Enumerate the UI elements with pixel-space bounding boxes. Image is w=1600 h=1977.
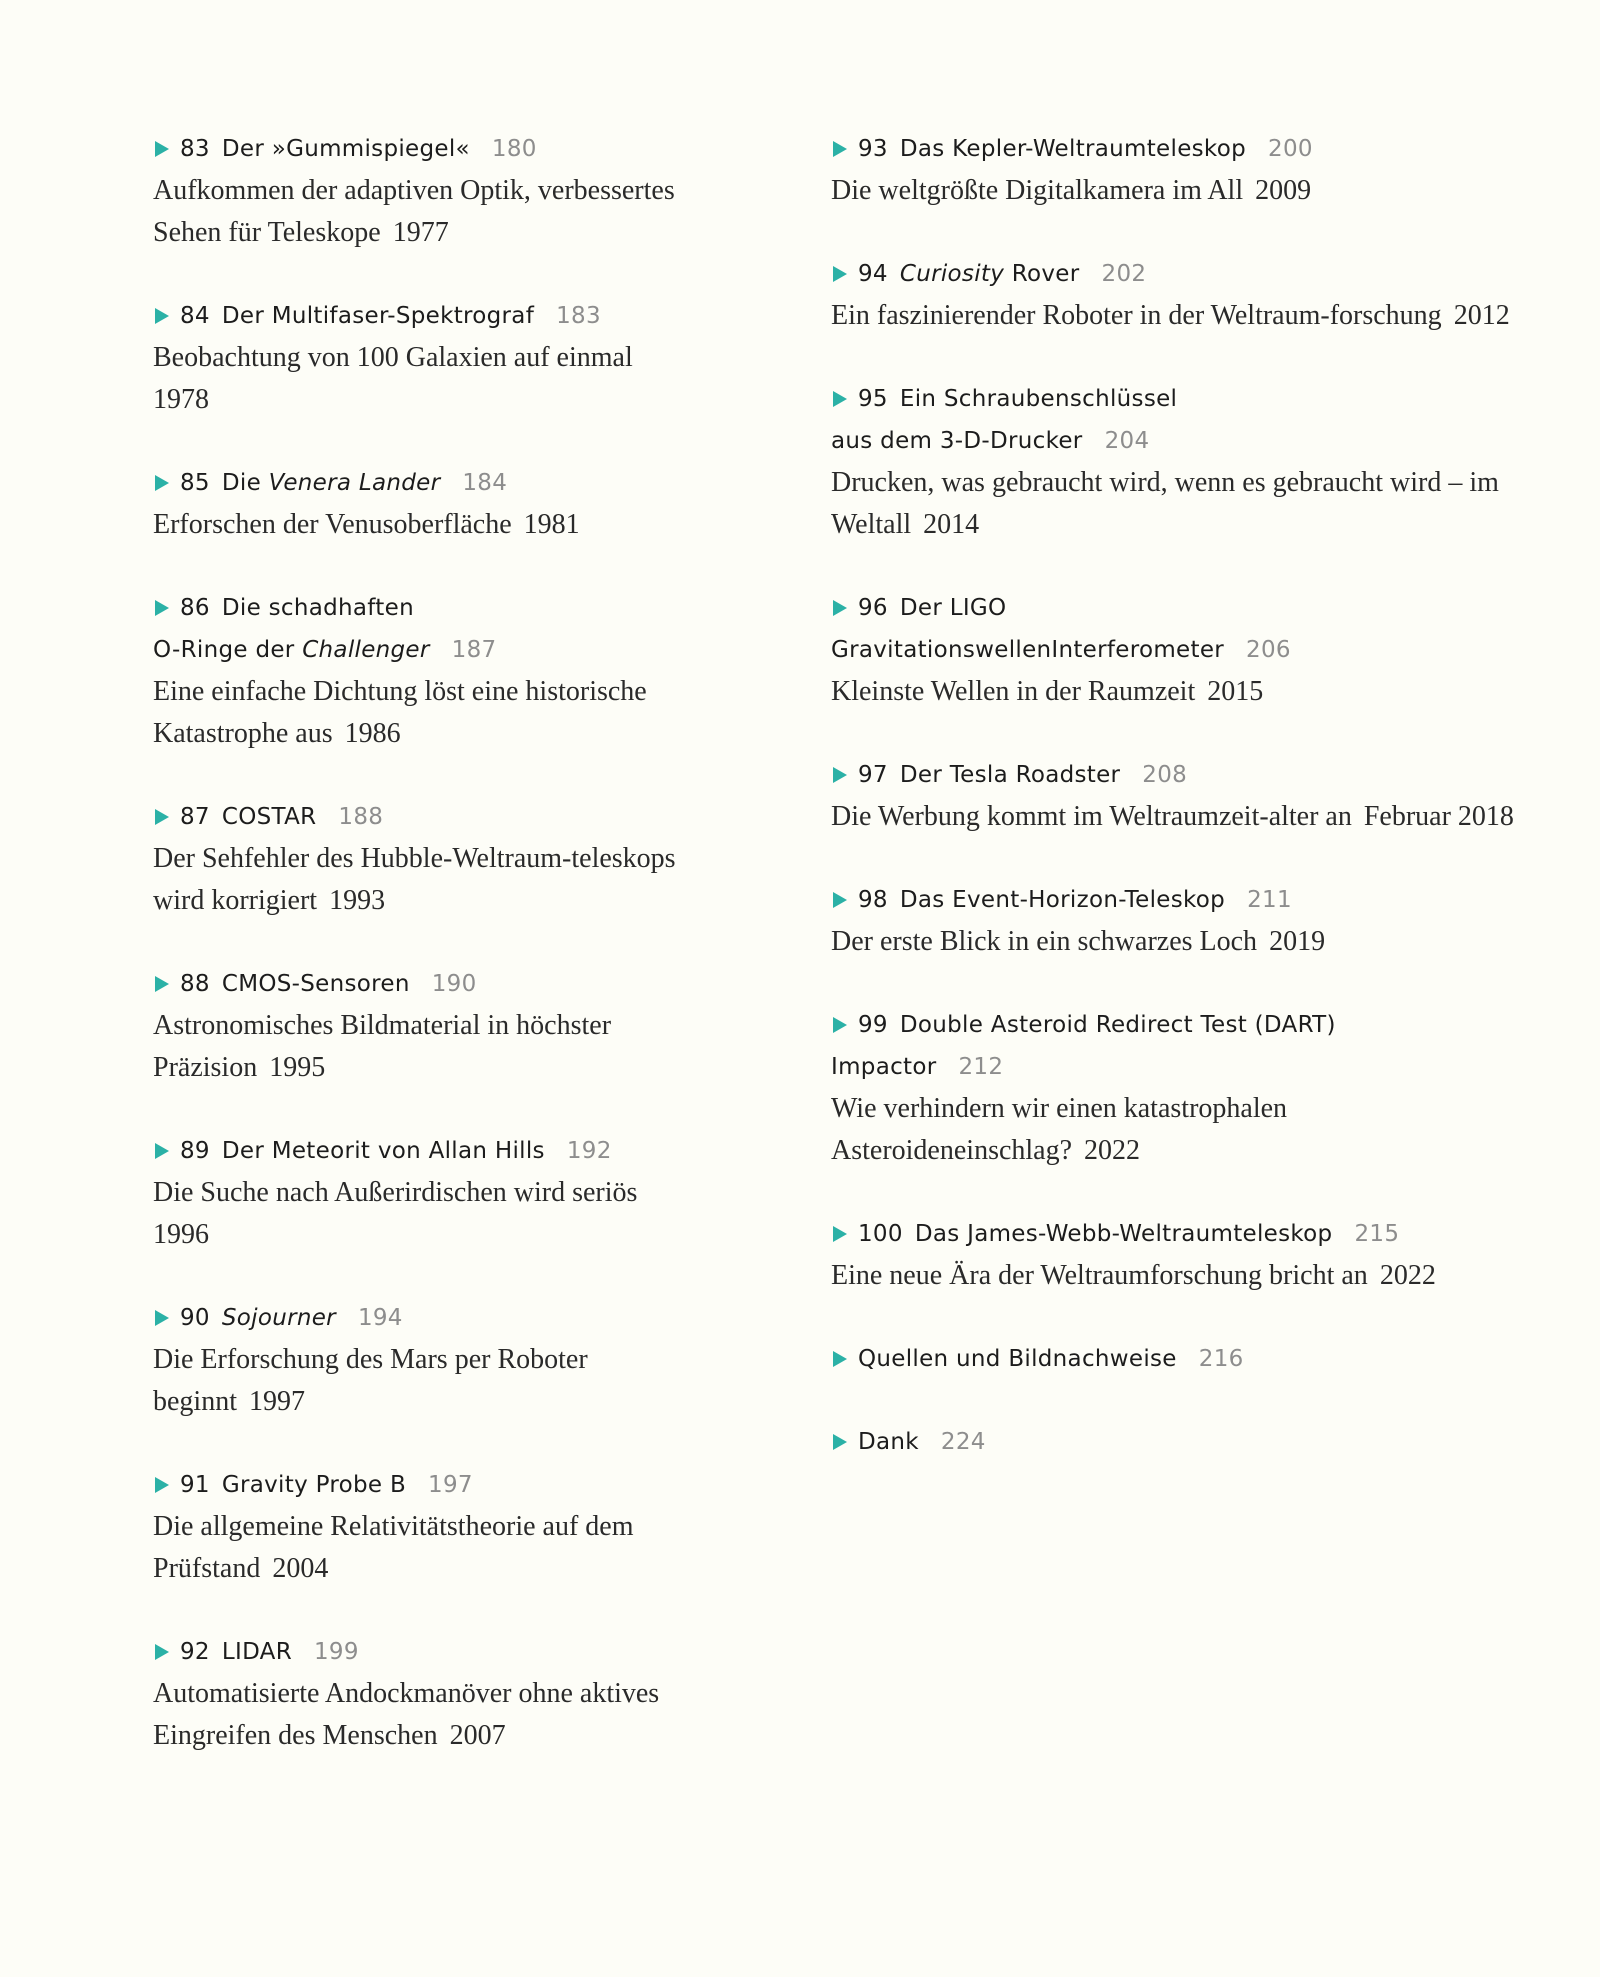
toc-entry[interactable] [153, 1130, 713, 1256]
entry-description: Beobachtung von 100 Galaxien auf einmal 1978 [153, 342, 633, 415]
entry-description: Kleinste Wellen in der Raumzeit 2015 [831, 676, 1264, 707]
entry-page: 192 [566, 1138, 612, 1164]
entry-page: 206 [1246, 637, 1291, 663]
entry-heading[interactable] [831, 1213, 1531, 1255]
entry-number: 88 [180, 971, 210, 997]
entry-year: 2015 [1207, 676, 1264, 707]
triangle-bullet-icon [833, 600, 847, 616]
entry-heading[interactable] [153, 295, 713, 337]
entry-heading[interactable] [831, 587, 1531, 671]
entry-title: COSTAR [221, 804, 317, 830]
entry-heading[interactable] [153, 1631, 713, 1673]
entry-title: Der »Gummispiegel« [221, 136, 470, 162]
entry-heading[interactable] [831, 1338, 1531, 1380]
triangle-bullet-icon [833, 1226, 847, 1242]
entry-title: Quellen und Bildnachweise [858, 1346, 1177, 1372]
entry-year: Februar 2018 [1363, 801, 1514, 832]
toc-entry[interactable] [831, 1421, 1531, 1463]
triangle-bullet-icon [833, 1434, 847, 1450]
entry-title: Das Event-Horizon-Teleskop [899, 887, 1226, 913]
entry-description: Automatisierte Andockmanöver ohne aktives Eingreifen des Menschen 2007 [153, 1678, 660, 1751]
triangle-bullet-icon [155, 809, 169, 825]
entry-page: 216 [1198, 1346, 1244, 1372]
toc-entry[interactable] [831, 879, 1531, 963]
entry-number: 93 [858, 136, 888, 162]
entry-year: 2014 [923, 509, 980, 540]
toc-entry[interactable] [153, 1631, 713, 1757]
toc-entry[interactable] [153, 963, 713, 1089]
toc-entry[interactable] [831, 754, 1531, 838]
entry-description: Der Sehfehler des Hubble-Weltraum-teleskops wird korrigiert 1993 [153, 843, 676, 916]
entry-title-italic: Sojourner [221, 1305, 336, 1331]
toc-entry[interactable] [153, 587, 713, 755]
toc-entry[interactable] [831, 587, 1531, 713]
entry-number: 96 [858, 595, 888, 621]
entry-number: 92 [180, 1639, 210, 1665]
entry-number: 87 [180, 804, 210, 830]
toc-column-right [831, 128, 1531, 1504]
toc-entry[interactable] [153, 295, 713, 421]
entry-title-italic: Curiosity [899, 261, 1005, 287]
entry-heading[interactable] [831, 754, 1531, 796]
triangle-bullet-icon [833, 1017, 847, 1033]
entry-description: Aufkommen der adaptiven Optik, verbessertes Sehen für Teleskope 1977 [153, 175, 675, 248]
entry-heading[interactable] [153, 128, 713, 170]
entry-title-line2: Impactor 212 [831, 1054, 1004, 1080]
entry-year: 2004 [272, 1553, 329, 1584]
entry-heading[interactable]: 85 Die Venera Lander 184 [153, 462, 713, 504]
entry-page: 187 [451, 637, 497, 663]
entry-number: 97 [858, 762, 888, 788]
entry-page: 202 [1101, 261, 1147, 287]
entry-number: 98 [858, 887, 888, 913]
triangle-bullet-icon [833, 391, 847, 407]
entry-year: 1995 [269, 1052, 326, 1083]
entry-year: 1981 [523, 509, 580, 540]
entry-number: 86 [180, 595, 210, 621]
triangle-bullet-icon [155, 1477, 169, 1493]
entry-page: 180 [491, 136, 537, 162]
entry-heading[interactable] [153, 1297, 713, 1339]
entry-title: Das Kepler-Weltraumteleskop [899, 136, 1247, 162]
entry-heading[interactable] [831, 378, 1531, 462]
entry-description: Wie verhindern wir einen katastrophalen Asteroideneinschlag? 2022 [831, 1093, 1288, 1166]
entry-number: 100 [858, 1221, 903, 1247]
entry-title: Gravity Probe B [221, 1472, 407, 1498]
triangle-bullet-icon [155, 475, 169, 491]
entry-heading[interactable] [153, 1464, 713, 1506]
entry-title: CMOS-Sensoren [221, 971, 410, 997]
entry-description: Erforschen der Venusoberfläche 1981 [153, 509, 580, 540]
entry-page: 199 [314, 1639, 359, 1665]
entry-number: 90 [180, 1305, 210, 1331]
entry-description: Drucken, was gebraucht wird, wenn es gebraucht wird – im Weltall 2014 [831, 467, 1499, 540]
triangle-bullet-icon [155, 976, 169, 992]
entry-title-line2: aus dem 3-D-Drucker 204 [831, 428, 1150, 454]
entry-heading[interactable] [831, 1421, 1531, 1463]
toc-entry[interactable] [831, 128, 1531, 212]
toc-entry[interactable] [831, 378, 1531, 546]
entry-title: LIDAR [221, 1639, 292, 1665]
entry-heading[interactable] [831, 128, 1531, 170]
entry-page: 188 [338, 804, 384, 830]
entry-title: Double Asteroid Redirect Test (DART) [899, 1012, 1336, 1038]
entry-description: Die Werbung kommt im Weltraumzeit-alter an Februar 2018 [831, 801, 1514, 832]
entry-description: Der erste Blick in ein schwarzes Loch 2019 [831, 926, 1326, 957]
entry-page: 224 [940, 1429, 986, 1455]
triangle-bullet-icon [155, 141, 169, 157]
entry-page: 212 [958, 1054, 1004, 1080]
entry-title: Das James-Webb-Weltraumteleskop [914, 1221, 1333, 1247]
entry-year: 1997 [249, 1386, 305, 1417]
entry-description: Eine einfache Dichtung löst eine historische Katastrophe aus 1986 [153, 676, 647, 749]
entry-number: 91 [180, 1472, 210, 1498]
entry-heading[interactable] [153, 796, 713, 838]
entry-heading[interactable] [153, 1130, 713, 1172]
entry-page: 204 [1104, 428, 1150, 454]
toc-entry[interactable] [153, 1464, 713, 1590]
entry-page: 194 [357, 1305, 403, 1331]
entry-page: 184 [462, 470, 508, 496]
triangle-bullet-icon [833, 266, 847, 282]
entry-year: 2007 [449, 1720, 506, 1751]
entry-description: Ein faszinierender Roboter in der Weltraum-forschung 2012 [831, 300, 1510, 331]
entry-page: 215 [1354, 1221, 1400, 1247]
entry-number: 95 [858, 386, 888, 412]
entry-year: 2012 [1453, 300, 1510, 331]
entry-year: 2022 [1379, 1260, 1436, 1291]
entry-title: Ein Schraubenschlüssel [899, 386, 1178, 412]
entry-page: 208 [1142, 762, 1188, 788]
entry-title-line2: GravitationswellenInterferometer 206 [831, 637, 1291, 663]
entry-year: 1993 [329, 885, 386, 916]
triangle-bullet-icon [155, 308, 169, 324]
toc-entry[interactable] [831, 1213, 1531, 1297]
toc-column-left [153, 128, 713, 1798]
entry-number: 84 [180, 303, 210, 329]
entry-number: 89 [180, 1138, 210, 1164]
entry-title: Der Tesla Roadster [899, 762, 1121, 788]
entry-heading[interactable] [153, 587, 713, 671]
entry-description: Astronomisches Bildmaterial in höchster Präzision 1995 [153, 1010, 612, 1083]
entry-page: 200 [1268, 136, 1313, 162]
entry-year: 1977 [392, 217, 449, 248]
entry-year: 2009 [1255, 175, 1312, 206]
entry-description: Die Suche nach Außerirdischen wird seriös 1996 [153, 1177, 638, 1250]
entry-number: 99 [858, 1012, 888, 1038]
entry-description: Die Erforschung des Mars per Roboter beginnt 1997 [153, 1344, 588, 1417]
triangle-bullet-icon [833, 141, 847, 157]
entry-number: 94 [858, 261, 888, 287]
triangle-bullet-icon [155, 600, 169, 616]
entry-heading[interactable] [831, 879, 1531, 921]
triangle-bullet-icon [833, 767, 847, 783]
toc-entry[interactable] [153, 1297, 713, 1423]
entry-heading[interactable] [153, 963, 713, 1005]
entry-title: Dank [858, 1429, 919, 1455]
entry-title-line2: O-Ringe der Challenger 187 [153, 637, 497, 663]
entry-page: 211 [1247, 887, 1292, 913]
entry-description: Die weltgrößte Digitalkamera im All 2009 [831, 175, 1312, 206]
entry-year: 2019 [1269, 926, 1326, 957]
entry-title: Der Multifaser-Spektrograf [221, 303, 535, 329]
entry-title: Der LIGO [899, 595, 1007, 621]
toc-entry[interactable] [153, 462, 713, 546]
entry-title: Die schadhaften [221, 595, 414, 621]
entry-description: Die allgemeine Relativitätstheorie auf dem Prüfstand 2004 [153, 1511, 634, 1584]
triangle-bullet-icon [833, 892, 847, 908]
entry-page: 183 [556, 303, 601, 329]
entry-year: 1996 [153, 1219, 209, 1250]
toc-entry[interactable] [153, 128, 713, 254]
triangle-bullet-icon [155, 1143, 169, 1159]
entry-year: 2022 [1084, 1135, 1141, 1166]
entry-year: 1986 [344, 718, 401, 749]
entry-number: 83 [180, 136, 210, 162]
triangle-bullet-icon [833, 1351, 847, 1367]
entry-description: Eine neue Ära der Weltraumforschung bricht an 2022 [831, 1260, 1436, 1291]
entry-year: 1978 [153, 384, 209, 415]
toc-entry[interactable] [831, 1338, 1531, 1380]
entry-page: 197 [428, 1472, 473, 1498]
entry-page: 190 [431, 971, 477, 997]
entry-heading[interactable] [831, 1004, 1531, 1088]
entry-title-italic: Venera Lander [268, 470, 441, 496]
toc-entry[interactable] [153, 796, 713, 922]
toc-entry[interactable] [831, 253, 1531, 337]
triangle-bullet-icon [155, 1644, 169, 1660]
entry-number: 85 [180, 470, 210, 496]
toc-entry[interactable] [831, 1004, 1531, 1172]
entry-title: Der Meteorit von Allan Hills [221, 1138, 545, 1164]
triangle-bullet-icon [155, 1310, 169, 1326]
entry-heading[interactable]: 94 Curiosity Rover 202 [831, 253, 1531, 295]
